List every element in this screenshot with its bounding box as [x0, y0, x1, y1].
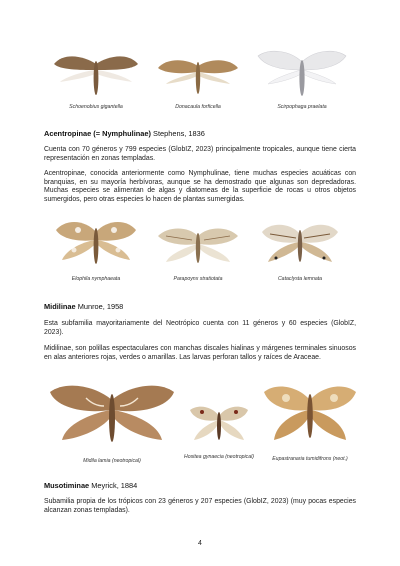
figure-caption: Eupastranaria tumidifrons (neot.) [272, 456, 348, 462]
moth-figure-donacaula [148, 50, 248, 111]
figure-caption: Elophila nymphaeata [71, 276, 121, 282]
moth-image [260, 380, 360, 454]
paragraph: Cuenta con 70 géneros y 799 especies (GlobIZ, 2023) principalmente tropicales, aunque tiene cierta representación en zonas templadas. [44, 146, 356, 162]
section-author: Munroe, 1958 [77, 302, 124, 311]
moth-figure-elophila [46, 214, 146, 283]
paragraph: Subamilia propia de los trópicos con 23 géneros y 207 especies (GlobIZ, 2023) (muy pocas especies alcanzan zonas templadas). [44, 498, 356, 514]
moth-figure-schoenobius [46, 50, 146, 111]
figure-caption: Scirpophaga praelata [277, 104, 327, 110]
moth-image [46, 378, 178, 456]
moth-figure-midila [44, 378, 180, 465]
paragraph: Esta subfamilia mayoritariamente del Neotrópico cuenta con 11 géneros y 60 especies (GlobIZ, 2023). [44, 320, 356, 336]
moth-image [50, 214, 142, 274]
section-title: Midilinae [44, 302, 76, 311]
moth-figure-eupastranaria [258, 380, 362, 463]
figure-caption: Parapoynx stratiotata [173, 276, 223, 282]
section-author: Meyrick, 1884 [91, 481, 138, 490]
moth-image [50, 50, 142, 102]
figure-caption: Hositea gynaecia (neotropical) [183, 454, 255, 460]
moth-figure-parapoynx [148, 220, 248, 283]
section-heading-musotiminae [44, 481, 360, 490]
section-title: Musotiminae [44, 481, 90, 490]
moth-image [186, 400, 252, 452]
section-title: Acentropinae (= Nymphulinae) [44, 129, 151, 138]
moth-image [254, 216, 346, 274]
section-author: Stephens, 1836 [153, 129, 205, 138]
section-heading-acentropinae [44, 129, 360, 138]
section-heading-midilinae [44, 302, 360, 311]
moth-image [254, 46, 350, 102]
paragraph: Acentropinae, conocida anteriormente como Nymphulinae, tiene muchas especies acuáticas con branquias, en su mayoría herbívoras, aunque se ha demostrado que algunas son depredadoras. Muchas especies se alimentan de algas y diatomeas de la superficie de rocas u otros objetos sumergidos, pero otras especies lo hacen de plantas sumergidas. [44, 170, 356, 203]
paragraph: Midilinae, son polillas espectaculares con manchas discales hialinas y márgenes terminales sinuosos en alas anteriores rojas, verdes o amarillas. Las larvas perforan tallos y raíces de Araceae. [44, 345, 356, 361]
figure-caption: Donacaula forficella [175, 104, 221, 110]
page-number: 4 [198, 540, 202, 547]
moth-image [152, 220, 244, 274]
moth-image [152, 50, 244, 102]
moth-figure-hositea [180, 400, 258, 461]
figure-caption: Midila lamia (neotropical) [83, 458, 141, 464]
figure-caption: Cataclysta lemnata [277, 276, 323, 282]
figure-caption: Schoenobius gigantella [69, 104, 123, 110]
moth-figure-cataclysta [250, 216, 350, 283]
moth-figure-scirpophaga [250, 46, 354, 111]
